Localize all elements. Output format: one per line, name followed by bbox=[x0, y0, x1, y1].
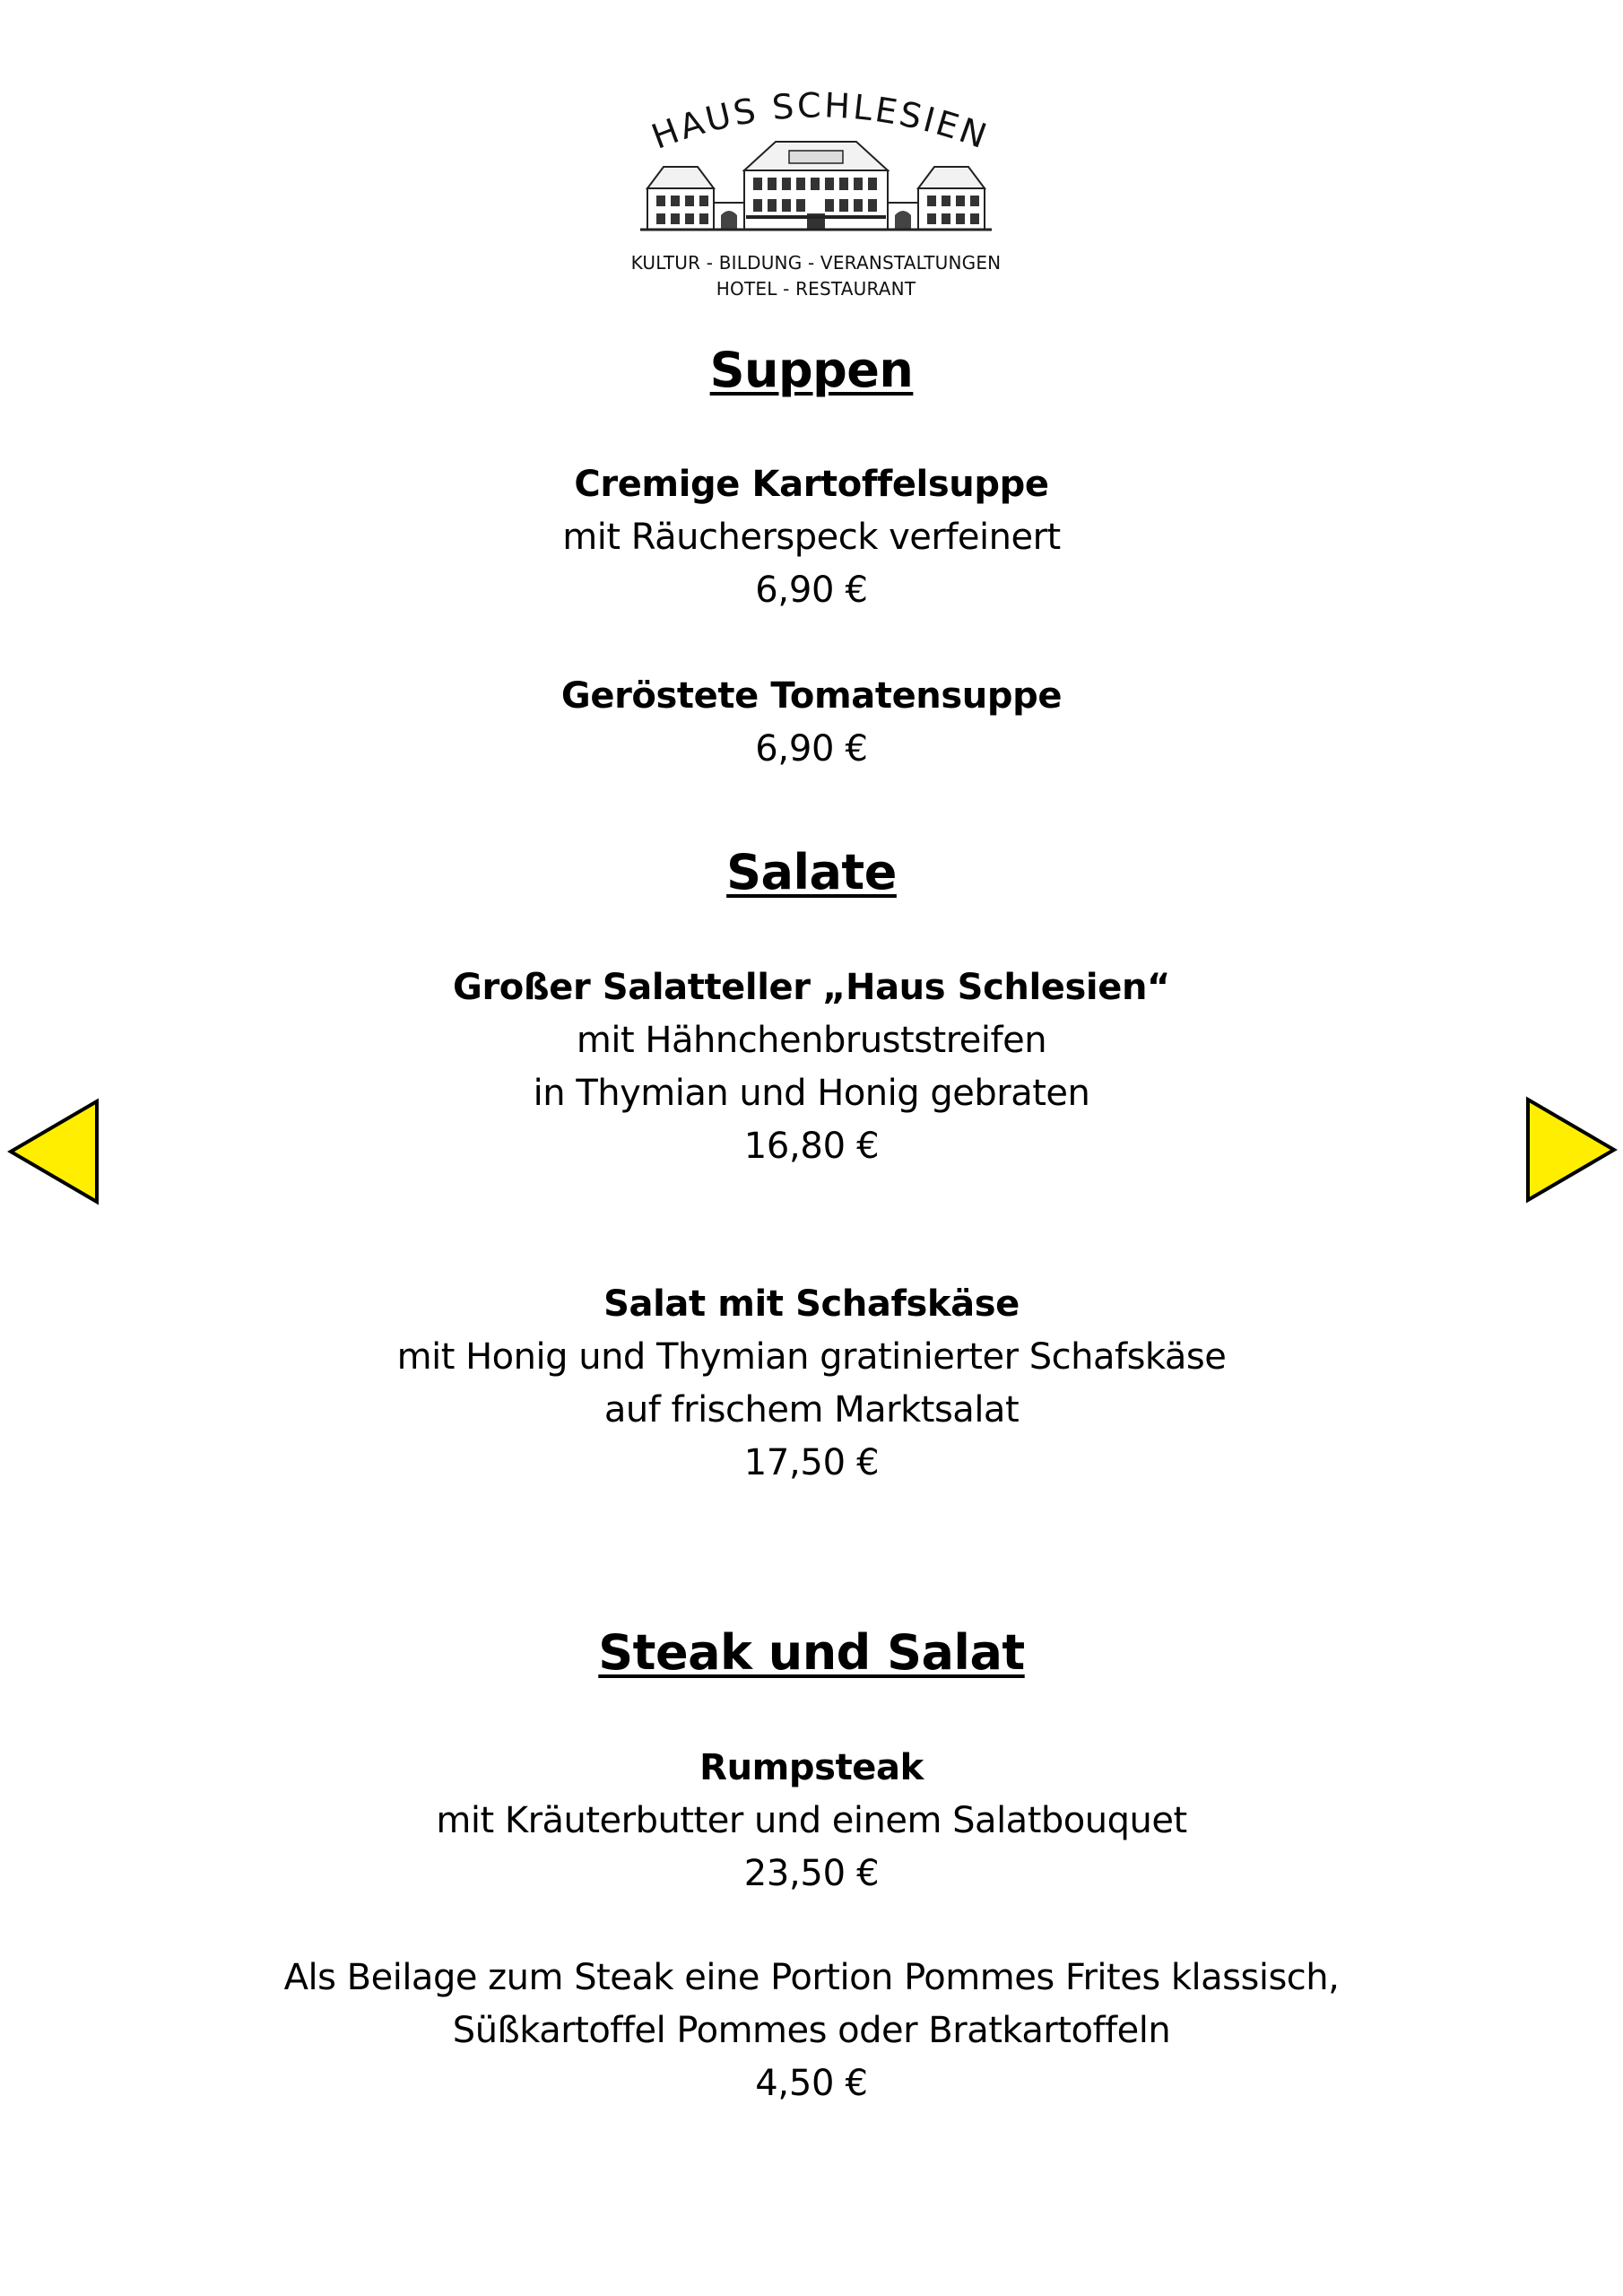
dish-name: Großer Salatteller „Haus Schlesien“ bbox=[453, 967, 1170, 1008]
dish-price: 6,90 € bbox=[755, 570, 868, 611]
dish-description: mit Honig und Thymian gratinierter Schafskäse bbox=[396, 1336, 1227, 1378]
dish-price: 6,90 € bbox=[755, 728, 868, 770]
dish-price: 16,80 € bbox=[743, 1126, 880, 1167]
logo-subtitle-line1: KULTUR - BILDUNG - VERANSTALTUNGEN bbox=[630, 252, 1002, 274]
dish-description: in Thymian und Honig gebraten bbox=[533, 1073, 1090, 1114]
dish-name: Geröstete Tomatensuppe bbox=[560, 675, 1063, 717]
logo-arc-text: HAUS SCHLESIEN bbox=[646, 88, 994, 157]
side-dish-note: Süßkartoffel Pommes oder Bratkartoffeln bbox=[452, 2010, 1171, 2051]
previous-page-button[interactable] bbox=[7, 1098, 100, 1205]
side-dish-note: Als Beilage zum Steak eine Portion Pommes Frites klassisch, bbox=[283, 1957, 1340, 1998]
dish-description: mit Räucherspeck verfeinert bbox=[562, 517, 1061, 558]
dish-description: auf frischem Marktsalat bbox=[603, 1389, 1020, 1431]
logo-subtitle-line2: HOTEL - RESTAURANT bbox=[716, 278, 916, 300]
section-heading-suppen: Suppen bbox=[709, 342, 914, 398]
dish-name: Rumpsteak bbox=[699, 1747, 924, 1788]
dish-description: mit Kräuterbutter und einem Salatbouquet bbox=[436, 1800, 1187, 1841]
dish-name: Salat mit Schafskäse bbox=[603, 1283, 1020, 1325]
next-page-button[interactable] bbox=[1524, 1096, 1618, 1204]
dish-price: 17,50 € bbox=[743, 1442, 880, 1483]
triangle-right-icon bbox=[1524, 1096, 1618, 1204]
dish-description: mit Hähnchenbruststreifen bbox=[576, 1020, 1047, 1061]
dish-price: 23,50 € bbox=[743, 1853, 880, 1894]
section-heading-steak-und-salat: Steak und Salat bbox=[598, 1624, 1025, 1681]
section-heading-salate: Salate bbox=[726, 844, 897, 900]
triangle-left-icon bbox=[7, 1098, 100, 1205]
side-dish-price: 4,50 € bbox=[755, 2063, 868, 2104]
dish-name: Cremige Kartoffelsuppe bbox=[574, 464, 1049, 505]
